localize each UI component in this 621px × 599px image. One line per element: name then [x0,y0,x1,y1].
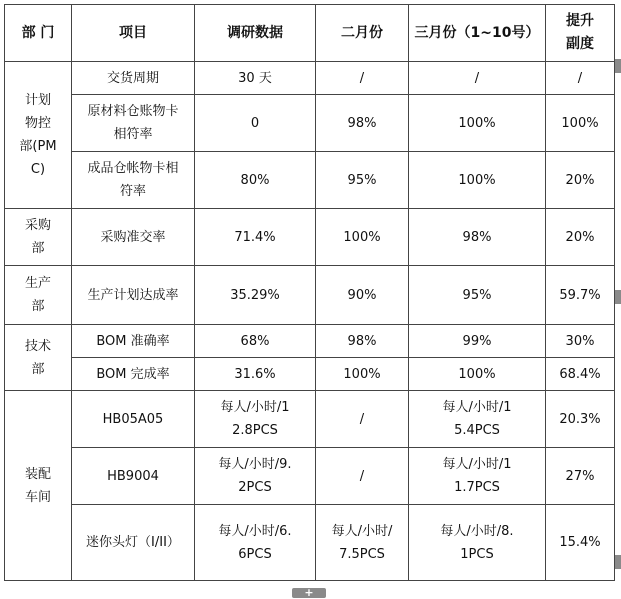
column-resize-handle[interactable] [615,290,621,304]
improve-cell: 59.7% [546,266,615,325]
feb-cell: / [316,448,409,505]
survey-cell: 71.4% [195,209,316,266]
table-row [5,448,615,505]
mar-cell: / [409,62,546,95]
mar-cell: 100% [409,152,546,209]
header-february: 二月份 [316,5,409,62]
header-row [5,5,615,62]
mar-cell: 每人/小时/11.7PCS [409,448,546,505]
feb-cell: 每人/小时/7.5PCS [316,505,409,581]
table-row [5,62,615,95]
feb-cell: / [316,62,409,95]
mar-cell: 每人/小时/8.1PCS [409,505,546,581]
improve-cell: 20.3% [546,391,615,448]
survey-cell: 80% [195,152,316,209]
survey-cell: 35.29% [195,266,316,325]
table-row [5,209,615,266]
table-row [5,358,615,391]
table-row [5,325,615,358]
department-cell: 装配车间 [5,391,72,581]
feb-cell: / [316,391,409,448]
feb-cell: 90% [316,266,409,325]
table-row [5,266,615,325]
table-row [5,505,615,581]
column-resize-handle[interactable] [615,555,621,569]
improve-cell: 15.4% [546,505,615,581]
improve-cell: 27% [546,448,615,505]
table-row [5,391,615,448]
column-resize-handle[interactable] [615,59,621,73]
improve-cell: 20% [546,152,615,209]
survey-cell: 0 [195,95,316,152]
item-cell: 迷你头灯（I/II） [72,505,195,581]
header-item: 项目 [72,5,195,62]
header-survey-data: 调研数据 [195,5,316,62]
header-improvement: 提升副度 [546,5,615,62]
improve-cell: 68.4% [546,358,615,391]
department-cell: 生产部 [5,266,72,325]
item-cell: HB05A05 [72,391,195,448]
feb-cell: 95% [316,152,409,209]
survey-cell: 每人/小时/12.8PCS [195,391,316,448]
improve-cell: 20% [546,209,615,266]
item-cell: BOM 完成率 [72,358,195,391]
item-cell: 成品仓帐物卡相符率 [72,152,195,209]
item-cell: HB9004 [72,448,195,505]
mar-cell: 98% [409,209,546,266]
survey-cell: 30 天 [195,62,316,95]
department-cell: 技术部 [5,325,72,391]
improve-cell: 100% [546,95,615,152]
improve-cell: / [546,62,615,95]
survey-cell: 31.6% [195,358,316,391]
mar-cell: 99% [409,325,546,358]
department-cell: 计划物控部(PMC) [5,62,72,209]
survey-cell: 每人/小时/6.6PCS [195,505,316,581]
item-cell: 生产计划达成率 [72,266,195,325]
survey-cell: 68% [195,325,316,358]
improve-cell: 30% [546,325,615,358]
feb-cell: 98% [316,95,409,152]
header-march: 三月份（1~10号） [409,5,546,62]
feb-cell: 100% [316,358,409,391]
mar-cell: 每人/小时/15.4PCS [409,391,546,448]
mar-cell: 95% [409,266,546,325]
header-department: 部 门 [5,5,72,62]
survey-cell: 每人/小时/9.2PCS [195,448,316,505]
kpi-table [4,4,615,581]
table-row [5,95,615,152]
department-cell: 采购部 [5,209,72,266]
table-row [5,152,615,209]
feb-cell: 98% [316,325,409,358]
item-cell: 交货周期 [72,62,195,95]
feb-cell: 100% [316,209,409,266]
item-cell: BOM 准确率 [72,325,195,358]
mar-cell: 100% [409,358,546,391]
add-row-button[interactable]: + [292,588,326,598]
item-cell: 原材料仓账物卡相符率 [72,95,195,152]
item-cell: 采购准交率 [72,209,195,266]
mar-cell: 100% [409,95,546,152]
